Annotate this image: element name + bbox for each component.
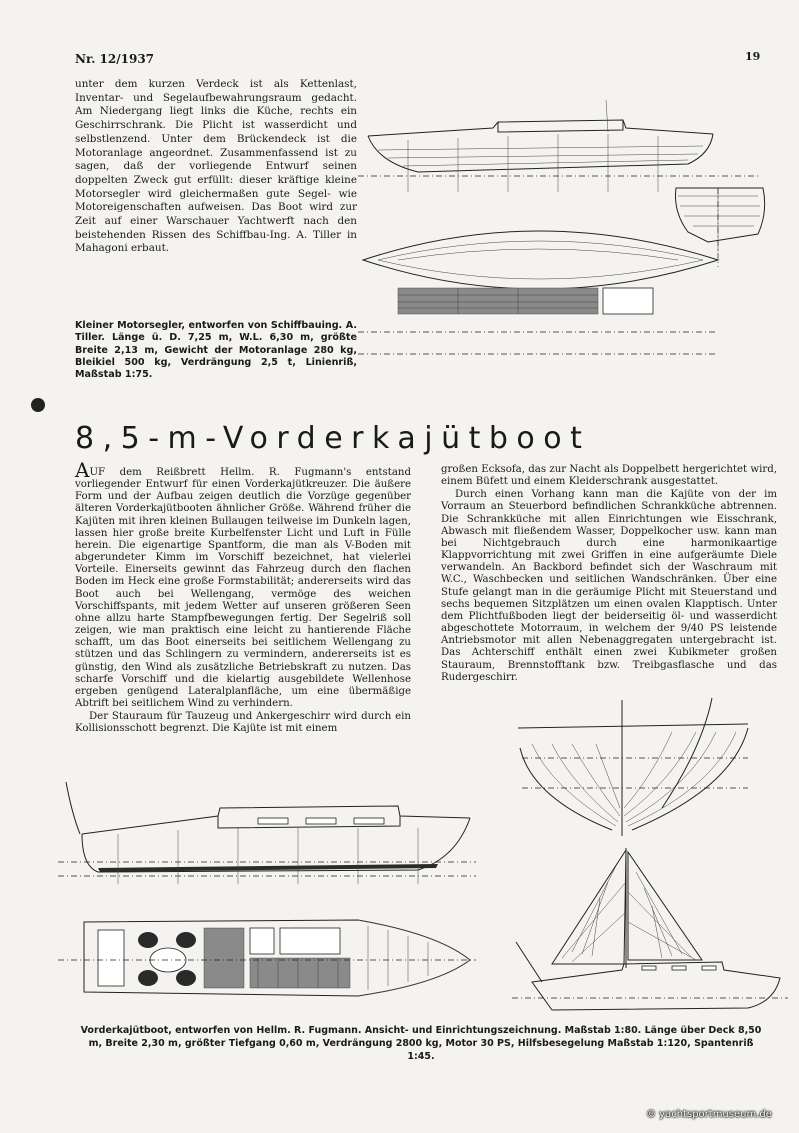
hull-profile — [368, 134, 713, 172]
mast-stub — [606, 100, 608, 132]
jib-sail — [552, 850, 626, 964]
stern-flag — [66, 782, 80, 834]
half-breadth-plan — [363, 231, 718, 289]
article-paragraph-3: großen Ecksofa, das zur Nacht als Doppelbett hergerichtet wird, einem Büfett und einem Kleiderschrank ausgestattet. — [441, 464, 777, 488]
article-paragraph-1 — [75, 458, 411, 710]
caption-vorderkajuetboot: Vorderkajütboot, entworfen von Hellm. R. Fugmann. Ansicht- und Einrichtungszeichnung. Maßstab 1:80. Länge über Deck 8,50 m, Breite 2,30 m, größter Tiefgang 0,60 m, Verdrängung 2800 kg, Motor 30 PS, Hilfsbesegelung Maßstab 1:120, Spantenriß 1:45. — [80, 1025, 762, 1062]
intro-text: unter dem kurzen Verdeck ist als Kettenlast, Inventar- und Segelaufbewahrungsraum gedacht. Am Niedergang liegt links die Küche, rechts ein Geschirrschrank. Die Plicht ist wasserdicht und selbstlenzend. Unter dem Brückendeck ist die Motoranlage angeordnet. Zusammenfassend ist zu sagen, daß der vorliegende Entwurf seinen doppelten Zweck gut erfüllt: dieser kräftige kleine Motorsegler wird gleichermaßen gute Segel- wie Motoreigenschaften aufweisen. Das Boot wird zur Zeit auf einer Warschauer Yachtwerft nach den beistehenden Rissen des Schiffbau-Ing. A. Tiller in Mahagoni erbaut. — [75, 78, 357, 255]
segelriss-drawing — [512, 842, 788, 1018]
caption-motorsegler: Kleiner Motorsegler, entworfen von Schiffbauing. A. Tiller. Länge ü. D. 7,25 m, W.L. 6,30 m, größte Breite 2,13 m, Gewicht der Motoranlage 280 kg, Bleikiel 500 kg, Verdrängung 2,5 t, Linienriß, Maßstab 1:75. — [75, 320, 357, 381]
main-sail — [628, 852, 702, 960]
spantenriss-drawing — [512, 688, 772, 838]
binder-hole — [31, 398, 45, 412]
motorsegler-lines-drawing — [358, 92, 778, 362]
page-number: 19 — [745, 50, 761, 63]
article-paragraph-2: Der Stauraum für Tauzeug und Ankergeschirr wird durch ein Kollisionsschott begrenzt. Die Kajüte ist mit einem — [75, 711, 411, 735]
vorderkajuetboot-drawing — [58, 774, 478, 1016]
drop-cap: A — [75, 458, 90, 482]
intro-paragraph — [75, 78, 357, 256]
deck-layout — [398, 288, 598, 314]
article-column-left — [75, 458, 411, 736]
watermark: © yachtsportmuseum.de — [646, 1109, 772, 1120]
spant-waterline — [518, 724, 748, 728]
article-column-right — [441, 464, 777, 685]
issue-number: Nr. 12/1937 — [75, 52, 155, 66]
article-paragraph-4: Durch einen Vorhang kann man die Kajüte von der im Vorraum an Steuerbord befindlichen Schrankküche abtrennen. Die Schrankküche mit allen Einrichtungen wie Eisschrank, Abwasch mit fließendem Wasser, Doppelkocher usw. kann man bei Nichtgebrauch durch eine harmonikaartige Klappvorrichtung mit zwei Griffen in eine aufgeräumte Diele verwandeln. An Backbord befindet sich der Waschraum mit W.C., Waschbecken und seitlichen Wandschränken. Über eine Stufe gelangt man in die geräumige Plicht mit Steuerstand und sechs bequemen Sitzplätzen um einen ovalen Klapptisch. Unter dem Plichtfußboden liegt der beiderseitig öl- und wasserdicht abgeschottete Motorraum, in welchem der 9/40 PS leistende Antriebsmotor mit allen Nebenaggregaten untergebracht ist. Das Achterschiff enthält einen zwei Kubikmeter großen Stauraum, Brennstofftank bzw. Treibgasflasche und das Rudergeschirr. — [441, 489, 777, 683]
article-title: 8,5-m-Vorderkajütboot — [75, 421, 591, 456]
article-paragraph-1-text: UF dem Reißbrett Hellm. R. Fugmann's entstand vorliegender Entwurf für einen Vorderkajütkreuzer. Die äußere Form und der Aufbau zeigen deutlich die Vorzüge gegenüber älteren Vorderkajütbooten ähnlicher Größe. Während früher die Kajüten mit ihren kleinen Bullaugen teilweise im Dunkeln lagen, lassen hier große breite Kurbelfenster Licht und Luft in Fülle herein. Die eigenartige Spantform, die man als V-Boden mit abgerundeter Kimm im Vorschiff bezeichnet, hat vielerlei Vorteile. Einerseits gewinnt das Fahrzeug durch den flachen Boden im Heck eine große Formstabilität; andererseits wird das Boot auch bei Wellengang, vermöge des weichen Vorschiffspants, mit jedem Wetter auf unseren größeren Seen ohne allzu harte Stampfbewegungen fertig. Der Segelriß soll zeigen, wie man praktisch eine leicht zu hantierende Fläche schafft, um das Boot einerseits bei seitlichem Wellengang zu stützen und das Schlingern zu vermindern, andererseits ist es günstig, den Wind als zusätzliche Betriebskraft zu nutzen. Das scharfe Vorschiff und die kielartig ausgebildete Wellenhose ergeben genügend Lateralplanfläche, um eine übermäßige Abtrift bei seitlichem Wind zu verhindern. — [75, 467, 411, 709]
sheer-line — [368, 120, 713, 136]
